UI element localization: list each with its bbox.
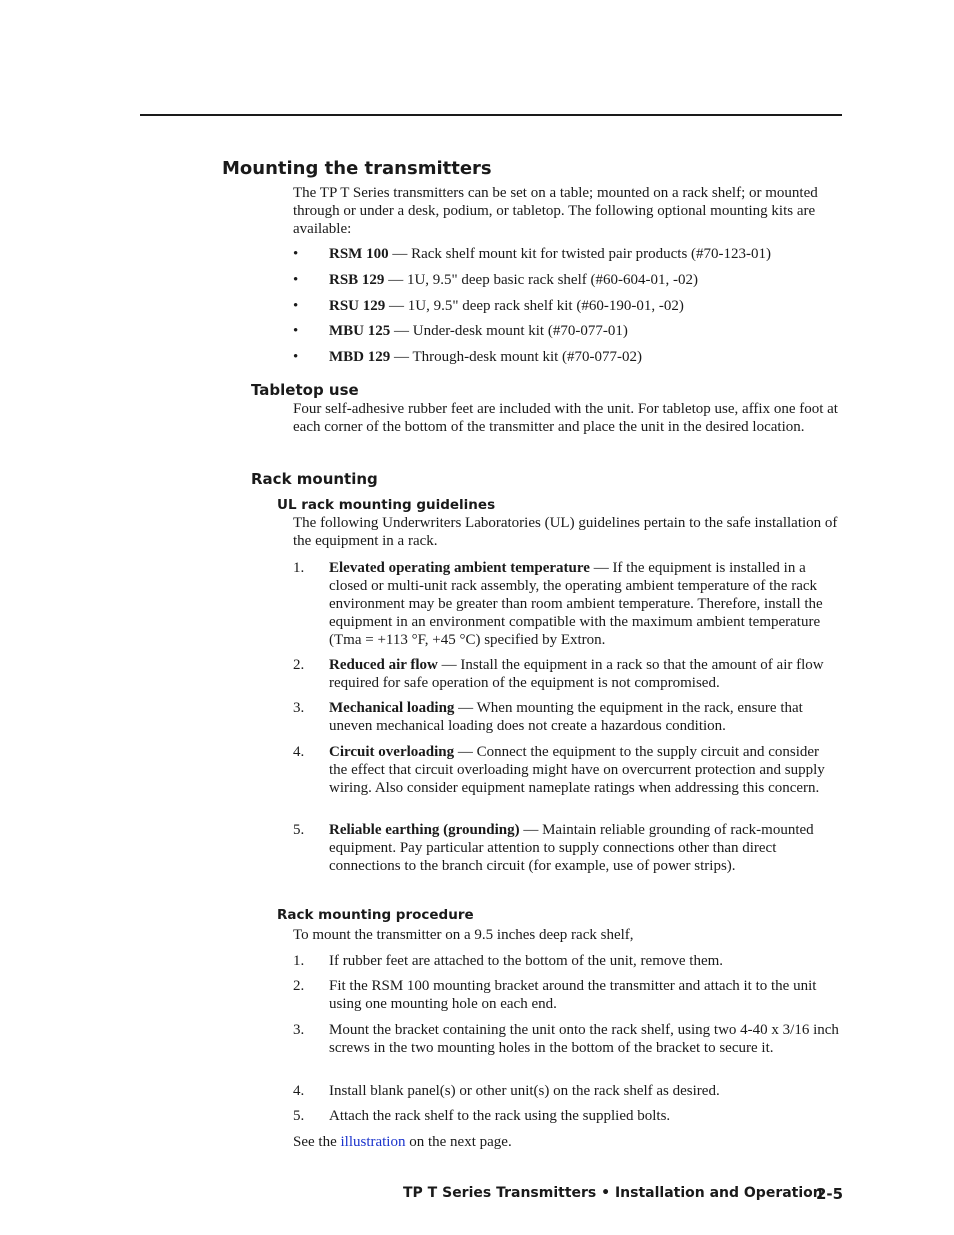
kit-name: MBD 129 [329,349,391,365]
tabletop-paragraph: Four self-adhesive rubber feet are included with the unit. For tabletop use, affix one foot at each corner of the bottom of the transmitter and place the unit in the desired location. [293,401,838,435]
list-item [293,297,841,315]
step-text: If rubber feet are attached to the bottom of the unit, remove them. [329,953,724,969]
guideline-title: Elevated operating ambient temperature [329,560,590,576]
bullet: • [293,246,299,262]
step-text: Mount the bracket containing the unit onto the rack shelf, using two 4-40 x 3/16 inch screws in the two mounting holes in the bottom of the bracket to secure it. [329,1022,839,1056]
procedure-heading: Rack mounting procedure [277,907,474,923]
ul-intro-paragraph: The following Underwriters Laboratories (UL) guidelines pertain to the safe installation of the equipment in a rack. [293,515,838,549]
bullet: • [293,298,299,314]
kit-desc: — Rack shelf mount kit for twisted pair products (#70-123-01) [388,246,772,262]
see-prefix: See the [293,1134,341,1150]
header-rule [140,114,842,116]
step-number: 1. [293,953,305,969]
guideline-text: — Install the equipment in a rack so that the amount of air flow required for safe operation of the equipment is not compromised. [329,657,824,691]
rack-mounting-heading: Rack mounting [251,470,378,488]
list-item [293,271,841,289]
guideline-text: — If the equipment is installed in a closed or multi-unit rack assembly, the operating ambient temperature of the rack environment may be greater than room ambient temperature. Therefore, install the equipment in an environment compatible with the maximum ambient temperature (Tma = +113 °F, +45 °C) specified by Extron. [329,560,823,648]
list-item [293,322,841,340]
guideline-text: — Connect the equipment to the supply circuit and consider the effect that circuit overloading might have on overcurrent protection and supply wiring. Also consider equipment nameplate ratings when addressing this concern. [329,744,825,796]
guideline-title: Circuit overloading [329,744,455,760]
step-item [293,1082,841,1100]
bullet: • [293,272,299,288]
kit-desc: — 1U, 9.5" deep basic rack shelf (#60-604-01, -02) [384,272,698,288]
step-item [293,952,841,970]
step-text: Install blank panel(s) or other unit(s) on the rack shelf as desired. [329,1083,720,1099]
tabletop-heading: Tabletop use [251,381,359,399]
step-item [293,1107,841,1125]
item-number: 2. [293,657,305,673]
footer-title: TP T Series Transmitters • Installation and Operation [403,1185,823,1201]
procedure-intro: To mount the transmitter on a 9.5 inches deep rack shelf, [293,927,634,943]
list-item [293,245,841,263]
page-title: Mounting the transmitters [222,158,492,179]
step-number: 4. [293,1083,305,1099]
item-number: 1. [293,560,305,576]
ul-guidelines-heading: UL rack mounting guidelines [277,497,496,513]
bullet: • [293,349,299,365]
see-illustration-note [293,1133,838,1151]
step-item [293,977,841,1013]
kit-name: RSM 100 [329,246,389,262]
step-number: 2. [293,978,305,994]
guideline-item [293,656,841,692]
guideline-text: — When mounting the equipment in the rack, ensure that uneven mechanical loading does not create a hazardous condition. [329,700,803,734]
page-number: 2-5 [816,1185,844,1203]
bullet: • [293,323,299,339]
kit-name: MBU 125 [329,323,391,339]
guideline-text: — Maintain reliable grounding of rack-mounted equipment. Pay particular attention to supply connections other than direct connections to the branch circuit (for example, use of power strips). [329,822,814,874]
guideline-title: Reduced air flow [329,657,438,673]
step-number: 3. [293,1022,305,1038]
guideline-item [293,559,841,649]
item-number: 3. [293,700,305,716]
item-number: 4. [293,744,305,760]
item-number: 5. [293,822,305,838]
guideline-item [293,821,841,875]
kit-desc: — Through-desk mount kit (#70-077-02) [390,349,643,365]
step-number: 5. [293,1108,305,1124]
kit-desc: — 1U, 9.5" deep rack shelf kit (#60-190-01, -02) [385,298,684,314]
kit-name: RSU 129 [329,298,386,314]
step-text: Attach the rack shelf to the rack using the supplied bolts. [329,1108,671,1124]
list-item [293,348,841,366]
step-text: Fit the RSM 100 mounting bracket around the transmitter and attach it to the unit using one mounting hole on each end. [329,978,817,1012]
guideline-title: Mechanical loading [329,700,455,716]
guideline-title: Reliable earthing (grounding) [329,822,520,838]
kit-name: RSB 129 [329,272,385,288]
illustration-link[interactable]: illustration [340,1134,406,1150]
step-item [293,1021,841,1057]
intro-paragraph: The TP T Series transmitters can be set on a table; mounted on a rack shelf; or mounted through or under a desk, podium, or tabletop. The following optional mounting kits are available: [293,185,818,237]
see-suffix: on the next page. [405,1134,512,1150]
guideline-item [293,699,841,735]
guideline-item [293,743,841,797]
kit-desc: — Under-desk mount kit (#70-077-01) [390,323,628,339]
